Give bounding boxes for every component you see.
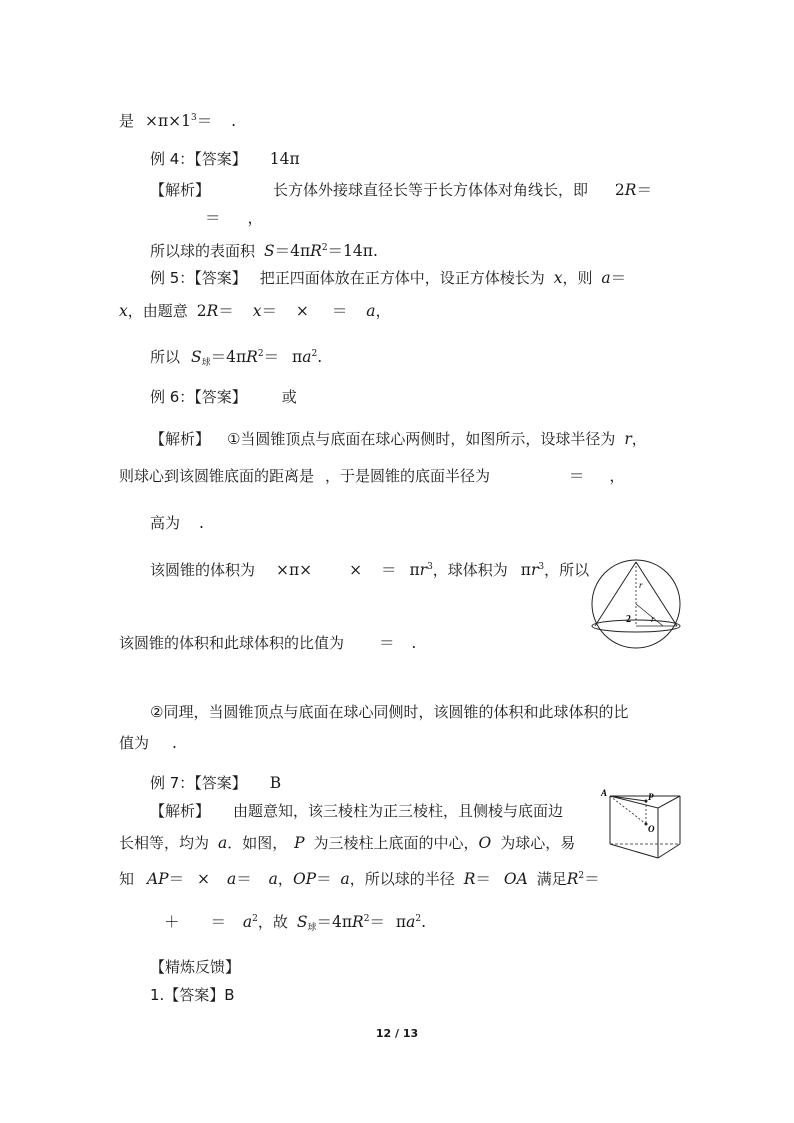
text: ，于是圆锥的底面半径为 [324, 467, 490, 485]
example-5-answer [150, 268, 626, 288]
text: ， [609, 467, 625, 485]
math: ＝ [316, 870, 332, 888]
math-var: R [310, 242, 322, 260]
math-var: R [624, 181, 637, 199]
math-sup: 2 [321, 243, 328, 253]
example-6-answer [150, 387, 297, 407]
label-r-top: r [639, 580, 643, 590]
text: ， [247, 209, 263, 227]
text-line [119, 466, 625, 486]
math: × [197, 870, 211, 888]
math-sup: 3 [538, 562, 545, 572]
text: 或 [281, 388, 297, 406]
math-var: R [463, 870, 476, 888]
math-var: R [566, 870, 579, 888]
math-var: r [530, 561, 539, 579]
math: ＝ [568, 467, 585, 485]
label-p: P [648, 792, 654, 802]
answer-label: 例 7：【答案】 [150, 774, 247, 792]
math-var: S [296, 913, 308, 931]
text-line [150, 801, 563, 821]
math-var: P [294, 834, 305, 852]
math: ×π× [275, 561, 313, 579]
text: . [231, 112, 237, 130]
text-line [150, 557, 589, 580]
math: ＝ [236, 870, 252, 888]
text: ，由题意 [127, 302, 188, 320]
math-var: a [217, 834, 228, 852]
math-var: a [268, 870, 278, 888]
text: 长相等，均为 [119, 834, 210, 852]
math-var: S [263, 242, 275, 260]
text-line [150, 429, 647, 449]
math: ＋ [164, 913, 180, 931]
text: 1.【答案】B [150, 986, 235, 1004]
text-line [119, 733, 177, 753]
example-4-answer [150, 149, 300, 169]
math-sup: 3 [427, 562, 433, 572]
math: ＝ [168, 870, 185, 888]
math-var: AP [146, 870, 169, 888]
answer-label: 例 5：【答案】 [150, 269, 247, 287]
math-var: x [553, 269, 563, 287]
math-var: R [206, 302, 219, 320]
example-7-answer [150, 773, 281, 793]
text: . [421, 913, 427, 931]
text: . [411, 634, 417, 652]
text: ，则 [562, 269, 593, 287]
math: π [409, 561, 420, 579]
label-r-bottom: r [651, 614, 655, 624]
text-line [119, 866, 600, 889]
prism-bottom-front-left [610, 844, 658, 858]
math-var: OA [503, 870, 528, 888]
math: ＝ [369, 913, 385, 931]
prism-figure [598, 786, 686, 866]
math-var: x [252, 302, 262, 320]
math-var: a [340, 870, 350, 888]
text: ， [375, 302, 392, 320]
text: ，所以 [544, 561, 590, 579]
text-line [150, 344, 322, 373]
page-number: 12 / 13 [375, 1027, 419, 1040]
math: ＝14π. [327, 242, 378, 260]
math-var: OP [292, 870, 317, 888]
label-o: O [648, 824, 655, 834]
text-line [164, 909, 426, 938]
math: ＝ [584, 870, 600, 888]
math-sup: 2 [578, 871, 585, 881]
text-line [150, 702, 628, 722]
text: 为球心，易 [500, 834, 576, 852]
label-a: A [601, 788, 608, 798]
text: 满足 [536, 870, 567, 888]
math: ＝ [331, 302, 348, 320]
math: ＝ [378, 634, 395, 652]
math: ＝ [261, 302, 277, 320]
text: . [198, 514, 204, 532]
text: . [171, 734, 177, 752]
math: ＝ [210, 913, 226, 931]
text-line [205, 208, 263, 228]
text: 值为 [119, 734, 150, 752]
text: 长方体外接球直径长等于长方体体对角线长，即 [272, 181, 588, 199]
sphere-radius-line [636, 604, 663, 626]
math: ×π×1 [144, 112, 191, 130]
math: ＝4π [274, 242, 311, 260]
heading-text: 【精炼反馈】 [150, 958, 241, 976]
math-var: R [352, 913, 364, 931]
math: π [395, 913, 407, 931]
text: ，球体积为 [432, 561, 508, 579]
math-var: O [478, 834, 492, 852]
math-var: a [366, 302, 376, 320]
text: 是 [119, 112, 135, 130]
math-var: a [406, 913, 416, 931]
math-var: x [119, 302, 128, 320]
answer-value: 14π [269, 150, 300, 168]
math: ＝ [205, 209, 221, 227]
math-sup: 2 [415, 914, 422, 924]
math: × [349, 561, 363, 579]
math: ＝ [610, 269, 627, 287]
text-line [119, 301, 391, 321]
math-sup: 2 [363, 914, 370, 924]
text-line [119, 633, 416, 653]
text: 所以球的表面积 [150, 242, 256, 260]
math-var: R [246, 348, 258, 366]
text: ，故 [257, 913, 288, 931]
text-line [150, 985, 235, 1005]
text: ， [277, 870, 293, 888]
math-sup: 3 [190, 113, 197, 123]
math-var: S [190, 348, 202, 366]
math-var: a [226, 870, 237, 888]
math: 2 [196, 302, 207, 320]
math: ＝4π [316, 913, 353, 931]
text-line [150, 238, 378, 261]
analysis-label: 【解析】 [150, 181, 211, 199]
math-var: a [242, 913, 253, 931]
text-line [119, 108, 236, 131]
prism-bottom-front-right [658, 844, 680, 858]
text: ．如图， [227, 834, 288, 852]
math: 2 [614, 181, 625, 199]
text: 知 [119, 870, 135, 888]
math: ＝4π [210, 348, 247, 366]
math-sup: 2 [311, 349, 318, 359]
math-var: a [601, 269, 611, 287]
text: 由题意知，该三棱柱为正三棱柱，且侧棱与底面边 [232, 802, 563, 820]
math-var: r [419, 561, 428, 579]
math-var: r [624, 430, 632, 448]
math: ＝ [381, 561, 397, 579]
math: ＝ [636, 181, 652, 199]
text: ， [631, 430, 647, 448]
text: ②同理，当圆锥顶点与底面在球心同侧时，该圆锥的体积和此球体积的比 [150, 703, 629, 721]
math: ＝ [196, 112, 213, 130]
text: ①当圆锥顶点与底面在球心两侧时，如图所示，设球半径为 [226, 430, 616, 448]
math-sub: 球 [201, 358, 211, 368]
text: 该圆锥的体积为 [150, 561, 256, 579]
label-2: 2 [626, 614, 631, 625]
math-sub: 球 [307, 923, 317, 933]
text-line [150, 513, 204, 533]
text: 所以 [150, 348, 181, 366]
math-sup: 2 [257, 349, 264, 359]
sphere-cone-figure [590, 556, 682, 656]
text-line [150, 180, 652, 200]
text: 则球心到该圆锥底面的距离是 [119, 467, 315, 485]
answer-value: B [269, 774, 282, 792]
math-sup: 2 [252, 914, 258, 924]
text-line [119, 833, 575, 853]
analysis-label: 【解析】 [150, 430, 211, 448]
math: ＝ [218, 302, 234, 320]
text: 该圆锥的体积和此球体积的比值为 [119, 634, 345, 652]
math: ＝ [475, 870, 491, 888]
text: 把正四面体放在正方体中，设正方体棱长为 [259, 269, 545, 287]
math: π [292, 348, 303, 366]
answer-label: 例 6：【答案】 [150, 388, 247, 406]
math: × [295, 302, 309, 320]
answer-label: 例 4：【答案】 [150, 150, 247, 168]
math-var: a [302, 348, 312, 366]
text: 为三棱柱上底面的中心， [313, 834, 479, 852]
math: ＝ [263, 348, 280, 366]
text: 高为 [150, 514, 181, 532]
text: . [317, 348, 323, 366]
math: π [520, 561, 531, 579]
analysis-label: 【解析】 [150, 802, 211, 820]
cone-right-edge [636, 562, 677, 626]
section-heading [150, 957, 240, 977]
text: ，所以球的半径 [349, 870, 455, 888]
